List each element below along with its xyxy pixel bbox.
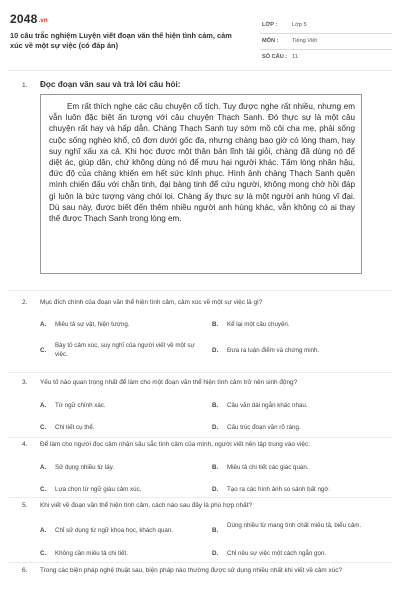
divider [8, 437, 392, 438]
reading-passage: Em rất thích nghe các câu chuyện cổ tích. Tuy được nghe rất nhiều, nhưng em vẫn luôn đặc biệt ấn tượng với câu chuyện Thạch Sanh. Đó thực sự là một câu chuyện rất hay và hấp dẫn. Chàng Thạch Sanh tuy sớm mồ côi cha mẹ, phải sống cuộc sống nghèo khổ, cô đơn dưới gốc đa, nhưng chàng bao giờ có lòng tham, hay suy nghĩ xấu xa cả. Khi học được một thân bản lĩnh tài giỏi, chàng đã dùng nó để diệt ác, giúp dân, chứ không dùng nó để mưu hại người khác. Tấm lòng nhân hậu, đức độ của chàng khiến em hết sức kính phục. Hình ảnh chàng Thạch Sanh quên mình chiến đấu với chằn tinh, đại bàng tinh để cứu người, không mong chờ hồi đáp gì luôn là bức tượng vàng chói lọi. Chàng ấy thực sự là một người anh hùng vĩ đại. Dù sau này, được biết đến thêm nhiều người anh hùng khác, vẫn không có ai thay thế được Thạch Sanh trong lòng em. [49, 102, 355, 224]
option-letter: C. [40, 347, 47, 354]
option-letter: C. [40, 486, 47, 493]
option-text: Đưa ra luận điểm và chứng minh. [227, 347, 320, 354]
meta-key: LỚP : [262, 22, 278, 28]
option-letter: A. [40, 464, 47, 471]
option-text: Dùng nhiều từ mang tính chất miêu tả, biểu cảm. [227, 522, 362, 529]
meta-value: 11 [292, 54, 298, 60]
option-text: Chỉ nêu sự việc một cách ngắn gọn. [227, 550, 327, 557]
option-letter: D. [212, 347, 219, 354]
question-number: 4. [22, 441, 28, 448]
meta-table [260, 18, 392, 65]
question-number: 2. [22, 299, 28, 306]
question-number: 6. [22, 567, 28, 574]
option-letter: A. [40, 402, 47, 409]
question-number: 1. [22, 82, 28, 89]
option-letter: C. [40, 424, 47, 431]
option-letter: B. [212, 464, 219, 471]
option-text: Tạo ra các hình ảnh so sánh bất ngờ. [227, 486, 331, 493]
option-text: Sử dụng nhiều từ láy. [55, 464, 115, 471]
divider [8, 290, 392, 291]
meta-key: SỐ CÂU : [262, 54, 288, 60]
option-text: Không cần miêu tả chi tiết. [55, 550, 128, 557]
option-letter: A. [40, 527, 47, 534]
option-text: Miêu tả sự vật, hiện tượng. [55, 321, 130, 328]
option-text: Chi tiết cụ thể. [55, 424, 95, 431]
option-text: Lựa chọn từ ngữ giàu cảm xúc. [55, 486, 142, 493]
meta-row-count [260, 50, 392, 65]
option-text: Chỉ sử dụng từ ngữ khoa học, khách quan. [55, 527, 174, 534]
question-3-text: Yếu tố nào quan trọng nhất để làm cho một đoạn văn thể hiện tình cảm trở nên sinh động? [40, 379, 298, 386]
logo-suffix: .vn [38, 18, 48, 24]
reading-passage-box [40, 94, 362, 274]
question-5-text: Khi viết về đoạn văn thể hiện tình cảm, cách nào sau đây là phù hợp nhất? [40, 502, 253, 509]
option-letter: C. [40, 550, 47, 557]
divider [8, 372, 392, 373]
meta-row-subject [260, 34, 392, 50]
meta-value: Tiếng Việt [292, 38, 317, 44]
meta-key: MÔN : [262, 38, 279, 44]
option-letter: B. [212, 527, 219, 534]
divider [8, 562, 392, 563]
option-letter: D. [212, 550, 219, 557]
option-letter: D. [212, 424, 219, 431]
option-text: Từ ngữ chính xác. [55, 402, 106, 409]
question-1-title: Đọc đoạn văn sau và trả lời câu hỏi: [40, 80, 181, 89]
logo-number: 2048 [10, 12, 38, 26]
option-text: Miêu tả chi tiết các giác quan. [227, 464, 309, 471]
document-header [8, 8, 392, 64]
question-2-text: Mục đích chính của đoạn văn thể hiện tình cảm, cảm xúc về một sự việc là gì? [40, 299, 263, 306]
answer-option-c[interactable] [40, 341, 215, 361]
answer-option-b[interactable] [212, 521, 382, 541]
document-title: 10 câu trắc nghiệm Luyện viết đoạn văn thể hiện tình cảm, cảm xúc về một sự việc (có đáp án) [10, 31, 232, 50]
question-number: 5. [22, 502, 28, 509]
question-number: 3. [22, 379, 28, 386]
site-logo[interactable] [10, 12, 48, 26]
meta-row-grade [260, 18, 392, 34]
option-text: Kể lại một câu chuyện. [227, 321, 290, 328]
option-letter: A. [40, 321, 47, 328]
option-text: Cấu trúc đoạn văn rõ ràng. [227, 424, 301, 431]
divider [8, 497, 392, 498]
question-4-text: Để làm cho người đọc cảm nhận sâu sắc tình cảm của mình, người viết nên tập trung vào việc: [40, 441, 310, 448]
option-letter: D. [212, 486, 219, 493]
meta-value: Lớp 5 [292, 22, 307, 28]
header-divider [8, 70, 392, 71]
question-6-text: Trong các biện pháp nghệ thuật sau, biện pháp nào thường được sử dụng nhiều nhất khi viết về cảm xúc? [40, 567, 343, 574]
option-letter: B. [212, 402, 219, 409]
option-letter: B. [212, 321, 219, 328]
option-text: Bày tỏ cảm xúc, suy nghĩ của người viết về một sự việc. [55, 342, 195, 358]
option-text: Câu văn dài ngắn khác nhau. [227, 402, 308, 409]
